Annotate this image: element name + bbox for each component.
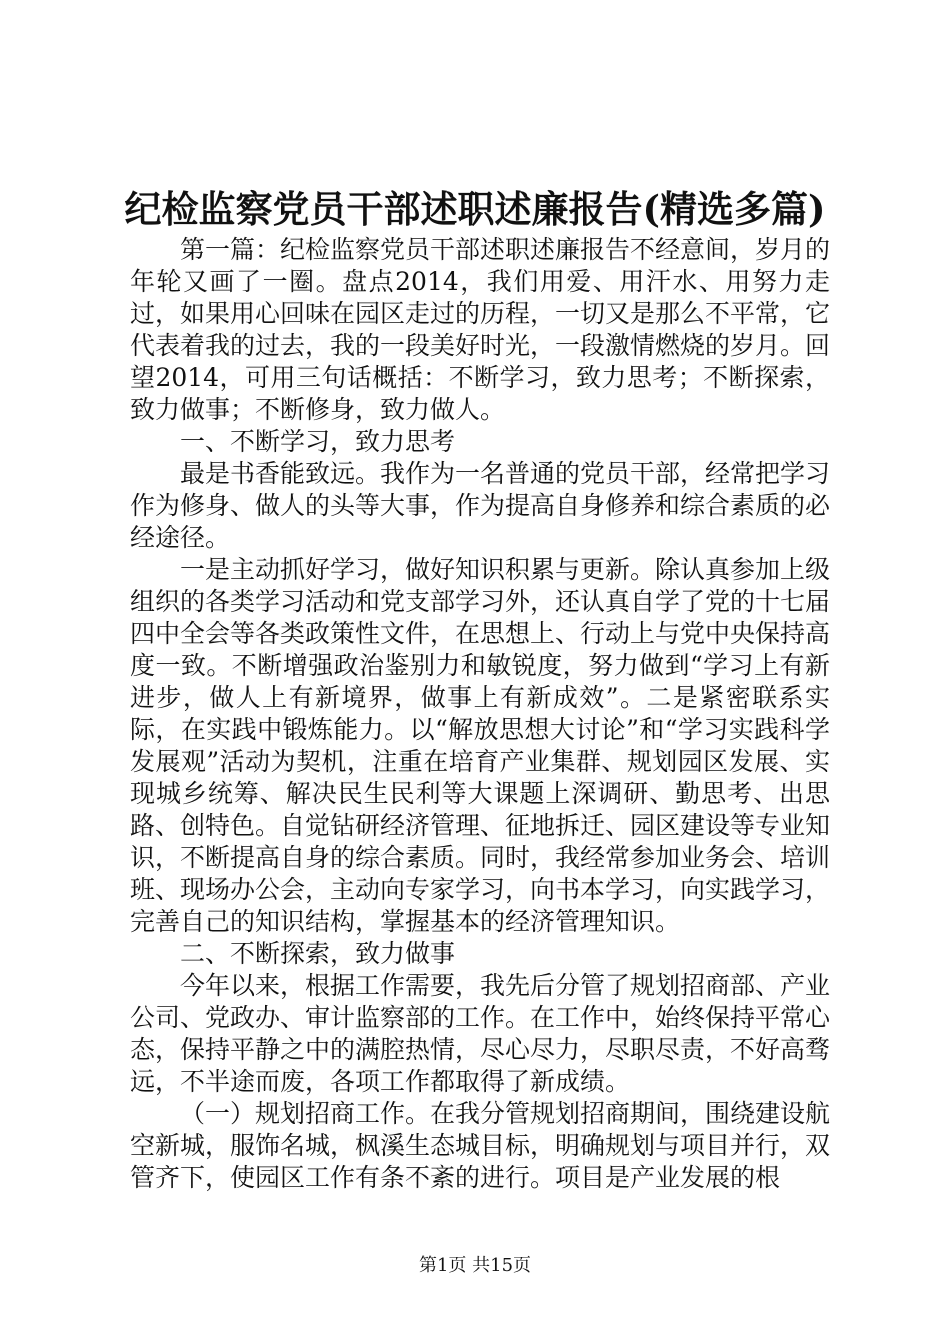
paragraph: 第一篇：纪检监察党员干部述职述廉报告不经意间，岁月的年轮又画了一圈。盘点2014，我们用爱、用汗水、用努力走过，如果用心回味在园区走过的历程，一切又是那么不平常，它代表着我的过去，我的一段美好时光，一段激情燃烧的岁月。回望2014，可用三句话概括：不断学习，致力思考；不断探索，致力做事；不断修身，致力做人。: [130, 235, 831, 424]
document-body: [130, 234, 830, 1194]
paragraph: 最是书香能致远。我作为一名普通的党员干部，经常把学习作为修身、做人的头等大事，作为提高自身修养和综合素质的必经途径。: [130, 459, 831, 552]
page-footer: 第1页 共15页: [418, 1255, 532, 1276]
section-heading: 一、不断学习，致力思考: [180, 427, 456, 456]
section-heading: 二、不断探索，致力做事: [180, 939, 456, 968]
paragraph: 今年以来，根据工作需要，我先后分管了规划招商部、产业公司、党政办、审计监察部的工作。在工作中，始终保持平常心态，保持平静之中的满腔热情，尽心尽力，尽职尽责，不好高骛远，不半途而废，各项工作都取得了新成绩。: [130, 971, 831, 1096]
document-title: 纪检监察党员干部述职述廉报告(精选多篇): [124, 187, 826, 231]
paragraph: （一）规划招商工作。在我分管规划招商期间，围绕建设航空新城，服饰名城，枫溪生态城目标，明确规划与项目并行，双管齐下，使园区工作有条不紊的进行。项目是产业发展的根: [130, 1099, 831, 1192]
paragraph: 一是主动抓好学习，做好知识积累与更新。除认真参加上级组织的各类学习活动和党支部学习外，还认真自学了党的十七届四中全会等各类政策性文件，在思想上、行动上与党中央保持高度一致。不断增强政治鉴别力和敏锐度，努力做到“学习上有新进步，做人上有新境界，做事上有新成效”。二是紧密联系实际，在实践中锻炼能力。以“解放思想大讨论”和“学习实践科学发展观”活动为契机，注重在培育产业集群、规划园区发展、实现城乡统筹、解决民生民利等大课题上深调研、勤思考、出思路、创特色。自觉钻研经济管理、征地拆迁、园区建设等专业知识，不断提高自身的综合素质。同时，我经常参加业务会、培训班、现场办公会，主动向专家学习，向书本学习，向实践学习，完善自己的知识结构，掌握基本的经济管理知识。: [130, 555, 831, 936]
